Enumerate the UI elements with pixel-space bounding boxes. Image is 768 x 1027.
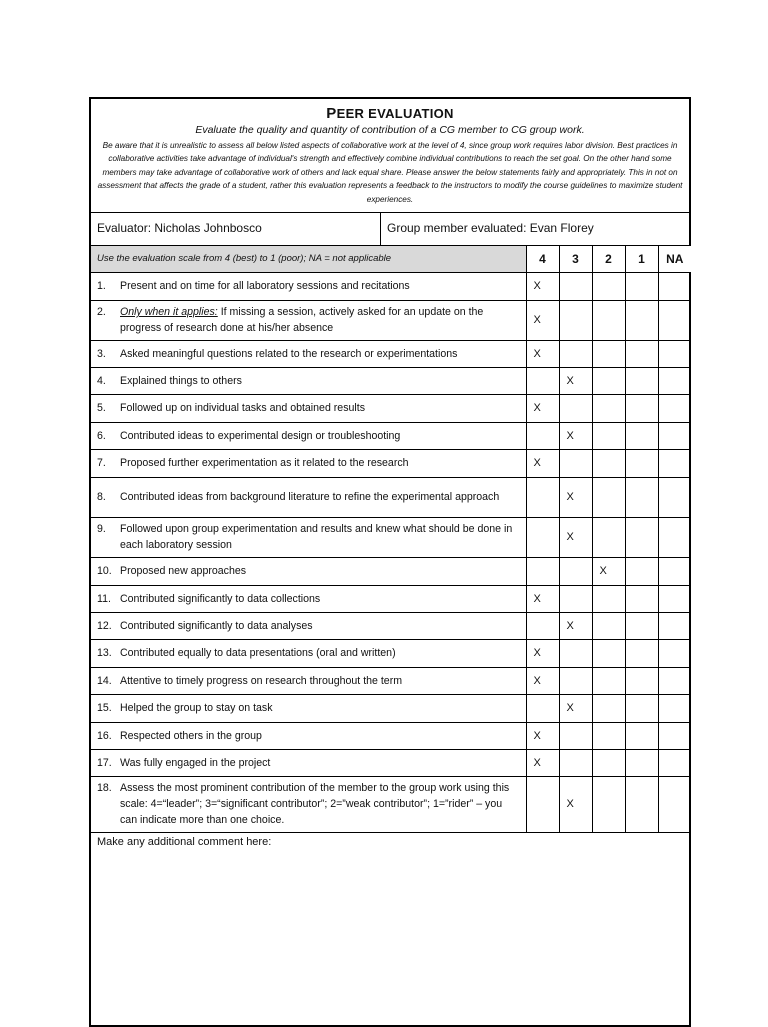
rating-cell-3[interactable] xyxy=(559,449,592,477)
statement-cell xyxy=(91,272,526,300)
rating-cell-4[interactable] xyxy=(526,422,559,449)
rating-cell-3[interactable] xyxy=(559,585,592,612)
statement-cell xyxy=(91,477,526,517)
rating-cell-na[interactable] xyxy=(658,776,691,832)
table-row xyxy=(91,639,691,667)
table-row xyxy=(91,694,691,722)
statement-text: Contributed significantly to data analyses xyxy=(120,619,313,632)
rating-cell-na[interactable] xyxy=(658,340,691,367)
rating-cell-na[interactable] xyxy=(658,517,691,557)
statement-number: 8. xyxy=(97,491,106,503)
rating-cell-4[interactable]: X xyxy=(526,749,559,776)
column-header-1: 1 xyxy=(625,246,658,272)
statement-cell xyxy=(91,639,526,667)
rating-cell-na[interactable] xyxy=(658,449,691,477)
peer-evaluation-form xyxy=(89,97,691,1027)
form-subtitle: Evaluate the quality and quantity of contribution of a CG member to CG group work. xyxy=(195,124,585,136)
statement-cell xyxy=(91,557,526,585)
rating-cell-2[interactable] xyxy=(592,300,625,340)
rating-cell-na[interactable] xyxy=(658,694,691,722)
rating-cell-na[interactable] xyxy=(658,557,691,585)
rating-cell-4[interactable]: X xyxy=(526,639,559,667)
statement-number: 13. xyxy=(97,647,112,659)
rating-cell-3[interactable]: X xyxy=(559,612,592,639)
rating-cell-1[interactable] xyxy=(625,477,658,517)
statement-number: 11. xyxy=(97,592,111,605)
rating-cell-4[interactable]: X xyxy=(526,300,559,340)
table-row xyxy=(91,477,691,517)
scale-instruction: Use the evaluation scale from 4 (best) to 1 (poor); NA = not applicable xyxy=(91,246,526,272)
rating-cell-4[interactable] xyxy=(526,367,559,394)
form-instructions: Be aware that it is unrealistic to assess all below listed aspects of collaborative work at the level of 4, since group work requires labor division. Best practices in collaborative activities take advantage of individual's strength and effectively combine individual contributions to reach the set goal. On the other hand some members may take advantage of collaborative work of others and lack equal share. Please answer the below statements fairly and appropriately. This in not on assessment that affects the grade of a student, rather this evaluation represents a feedback to the instructors to modify the course guidelines to maximize student experiences. xyxy=(97,141,683,204)
rating-cell-1[interactable] xyxy=(625,667,658,694)
statement-text: Contributed significantly to data collections xyxy=(120,592,321,605)
statement-cell xyxy=(91,612,526,639)
rating-cell-na[interactable] xyxy=(658,722,691,749)
rating-cell-4[interactable]: X xyxy=(526,272,559,300)
table-row xyxy=(91,517,691,557)
rating-cell-4[interactable]: X xyxy=(526,394,559,422)
statement-number: 15. xyxy=(97,702,112,714)
rating-cell-1[interactable] xyxy=(625,300,658,340)
rating-cell-3[interactable] xyxy=(559,557,592,585)
rating-cell-3[interactable] xyxy=(559,340,592,367)
table-row xyxy=(91,340,691,367)
rating-cell-3[interactable] xyxy=(559,272,592,300)
rating-cell-1[interactable] xyxy=(625,394,658,422)
statement-cell xyxy=(91,300,526,340)
rating-cell-4[interactable] xyxy=(526,477,559,517)
statement-number: 10. xyxy=(97,565,112,577)
statement-cell xyxy=(91,394,526,422)
rating-cell-3[interactable] xyxy=(559,749,592,776)
rating-cell-1[interactable] xyxy=(625,340,658,367)
table-row xyxy=(91,300,691,340)
statement-number: 1. xyxy=(97,280,106,292)
statement-number: 3. xyxy=(97,347,106,360)
scale-header-row xyxy=(91,246,691,272)
statement-number: 6. xyxy=(97,429,106,442)
statement-cell xyxy=(91,517,526,557)
rating-cell-4[interactable]: X xyxy=(526,722,559,749)
rating-cell-4[interactable] xyxy=(526,612,559,639)
rating-cell-2[interactable] xyxy=(592,694,625,722)
rating-cell-2[interactable] xyxy=(592,639,625,667)
statement-text: Followed upon group experimentation and results and knew what should be done in each laboratory session xyxy=(120,523,513,551)
rating-cell-3[interactable]: X xyxy=(559,422,592,449)
rating-cell-2[interactable] xyxy=(592,477,625,517)
statement-number: 9. xyxy=(97,523,106,535)
statement-number: 4. xyxy=(97,374,106,387)
rating-cell-1[interactable] xyxy=(625,422,658,449)
evaluator-row xyxy=(91,213,689,246)
rating-cell-2[interactable] xyxy=(592,749,625,776)
statement-number: 12. xyxy=(97,619,112,632)
rating-cell-1[interactable] xyxy=(625,517,658,557)
statement-number: 16. xyxy=(97,729,112,742)
rating-cell-1[interactable] xyxy=(625,557,658,585)
rating-cell-na[interactable] xyxy=(658,272,691,300)
table-row xyxy=(91,776,691,832)
statement-cell xyxy=(91,749,526,776)
statement-text: Assess the most prominent contribution of the member to the group work using this scale: 4=“leader”; 3=“significant contributor”; 2=”weak contributor”; 1=”rider” – you can indicate more than one choice. xyxy=(120,782,510,826)
rating-cell-1[interactable] xyxy=(625,694,658,722)
column-header-3: 3 xyxy=(559,246,592,272)
rating-cell-1[interactable] xyxy=(625,749,658,776)
rating-cell-3[interactable] xyxy=(559,722,592,749)
statement-text: Attentive to timely progress on research throughout the term xyxy=(120,674,403,687)
rating-cell-2[interactable]: X xyxy=(592,557,625,585)
column-header-na: NA xyxy=(658,246,691,272)
rating-cell-4[interactable]: X xyxy=(526,667,559,694)
statement-text: Proposed further experimentation as it related to the research xyxy=(120,457,409,469)
rating-cell-2[interactable] xyxy=(592,449,625,477)
table-row xyxy=(91,557,691,585)
rating-cell-1[interactable] xyxy=(625,272,658,300)
rating-cell-2[interactable] xyxy=(592,722,625,749)
comment-label: Make any additional comment here: xyxy=(97,835,272,848)
column-header-4: 4 xyxy=(526,246,559,272)
column-header-2: 2 xyxy=(592,246,625,272)
statement-cell xyxy=(91,449,526,477)
statement-condition: Only when it applies: xyxy=(120,306,218,318)
statement-text: Present and on time for all laboratory sessions and recitations xyxy=(120,280,410,292)
rating-cell-4[interactable]: X xyxy=(526,449,559,477)
rating-cell-na[interactable] xyxy=(658,749,691,776)
statement-text: Respected others in the group xyxy=(120,729,262,742)
rating-cell-na[interactable] xyxy=(658,422,691,449)
table-row xyxy=(91,367,691,394)
table-row xyxy=(91,749,691,776)
statement-cell xyxy=(91,340,526,367)
statement-text: Was fully engaged in the project xyxy=(120,756,271,769)
rating-cell-na[interactable] xyxy=(658,667,691,694)
statement-number: 18. xyxy=(97,782,112,794)
rating-cell-3[interactable] xyxy=(559,300,592,340)
rating-cell-1[interactable] xyxy=(625,722,658,749)
rating-cell-1[interactable] xyxy=(625,776,658,832)
statement-text: Explained things to others xyxy=(120,374,242,387)
rating-cell-na[interactable] xyxy=(658,612,691,639)
rating-cell-1[interactable] xyxy=(625,449,658,477)
statement-text xyxy=(120,304,522,336)
form-header xyxy=(91,99,689,213)
statement-cell xyxy=(91,776,526,832)
table-row xyxy=(91,272,691,300)
rating-cell-1[interactable] xyxy=(625,612,658,639)
rating-cell-3[interactable]: X xyxy=(559,776,592,832)
rating-cell-4[interactable] xyxy=(526,517,559,557)
rating-cell-1[interactable] xyxy=(625,585,658,612)
rating-cell-na[interactable] xyxy=(658,300,691,340)
statement-number: 14. xyxy=(97,674,112,687)
rating-cell-3[interactable]: X xyxy=(559,367,592,394)
table-row xyxy=(91,585,691,612)
statement-text: Proposed new approaches xyxy=(120,565,247,577)
rating-cell-na[interactable] xyxy=(658,585,691,612)
rating-cell-2[interactable] xyxy=(592,367,625,394)
table-row xyxy=(91,722,691,749)
rating-cell-3[interactable]: X xyxy=(559,477,592,517)
statement-number: 17. xyxy=(97,756,112,769)
rating-cell-na[interactable] xyxy=(658,477,691,517)
rating-cell-3[interactable] xyxy=(559,639,592,667)
table-row xyxy=(91,449,691,477)
statement-cell xyxy=(91,422,526,449)
rating-cell-4[interactable] xyxy=(526,694,559,722)
statement-cell xyxy=(91,367,526,394)
rating-cell-2[interactable] xyxy=(592,394,625,422)
statement-cell xyxy=(91,667,526,694)
statement-text: Contributed ideas to experimental design or troubleshooting xyxy=(120,429,401,442)
rating-cell-1[interactable] xyxy=(625,639,658,667)
rating-cell-2[interactable] xyxy=(592,776,625,832)
rating-cell-3[interactable]: X xyxy=(559,694,592,722)
rating-cell-2[interactable] xyxy=(592,612,625,639)
rating-cell-2[interactable] xyxy=(592,272,625,300)
statement-text: Contributed equally to data presentations (oral and written) xyxy=(120,647,396,659)
table-row xyxy=(91,422,691,449)
table-row xyxy=(91,394,691,422)
evaluator-field[interactable]: Evaluator: Nicholas Johnbosco xyxy=(91,213,381,245)
statement-cell xyxy=(91,585,526,612)
rating-cell-1[interactable] xyxy=(625,367,658,394)
statement-text-rest: If missing a session, actively asked for an update on the progress of research done at his/her absence xyxy=(120,306,484,334)
rating-cell-2[interactable] xyxy=(592,667,625,694)
rating-table xyxy=(91,246,691,833)
rating-cell-4[interactable]: X xyxy=(526,585,559,612)
rating-cell-na[interactable] xyxy=(658,367,691,394)
statement-cell xyxy=(91,694,526,722)
statement-text: Helped the group to stay on task xyxy=(120,702,273,714)
rating-cell-2[interactable] xyxy=(592,340,625,367)
additional-comment-area[interactable] xyxy=(91,833,689,848)
rating-cell-3[interactable] xyxy=(559,667,592,694)
rating-cell-na[interactable] xyxy=(658,639,691,667)
rating-cell-3[interactable] xyxy=(559,394,592,422)
statement-number: 5. xyxy=(97,402,106,414)
statement-number: 2. xyxy=(97,306,106,318)
evaluated-member-field[interactable]: Group member evaluated: Evan Florey xyxy=(387,221,594,235)
statement-cell xyxy=(91,722,526,749)
form-title: PEER EVALUATION xyxy=(326,105,454,122)
rating-cell-2[interactable] xyxy=(592,422,625,449)
statement-number: 7. xyxy=(97,457,106,469)
rating-cell-2[interactable] xyxy=(592,585,625,612)
rating-cell-4[interactable]: X xyxy=(526,340,559,367)
rating-cell-4[interactable] xyxy=(526,776,559,832)
rating-cell-4[interactable] xyxy=(526,557,559,585)
table-row xyxy=(91,667,691,694)
rating-cell-2[interactable] xyxy=(592,517,625,557)
rating-cell-na[interactable] xyxy=(658,394,691,422)
statement-text: Followed up on individual tasks and obtained results xyxy=(120,402,365,414)
rating-cell-3[interactable]: X xyxy=(559,517,592,557)
table-row xyxy=(91,612,691,639)
statement-text: Asked meaningful questions related to the research or experimentations xyxy=(120,347,458,360)
statement-text: Contributed ideas from background literature to refine the experimental approach xyxy=(120,491,500,503)
